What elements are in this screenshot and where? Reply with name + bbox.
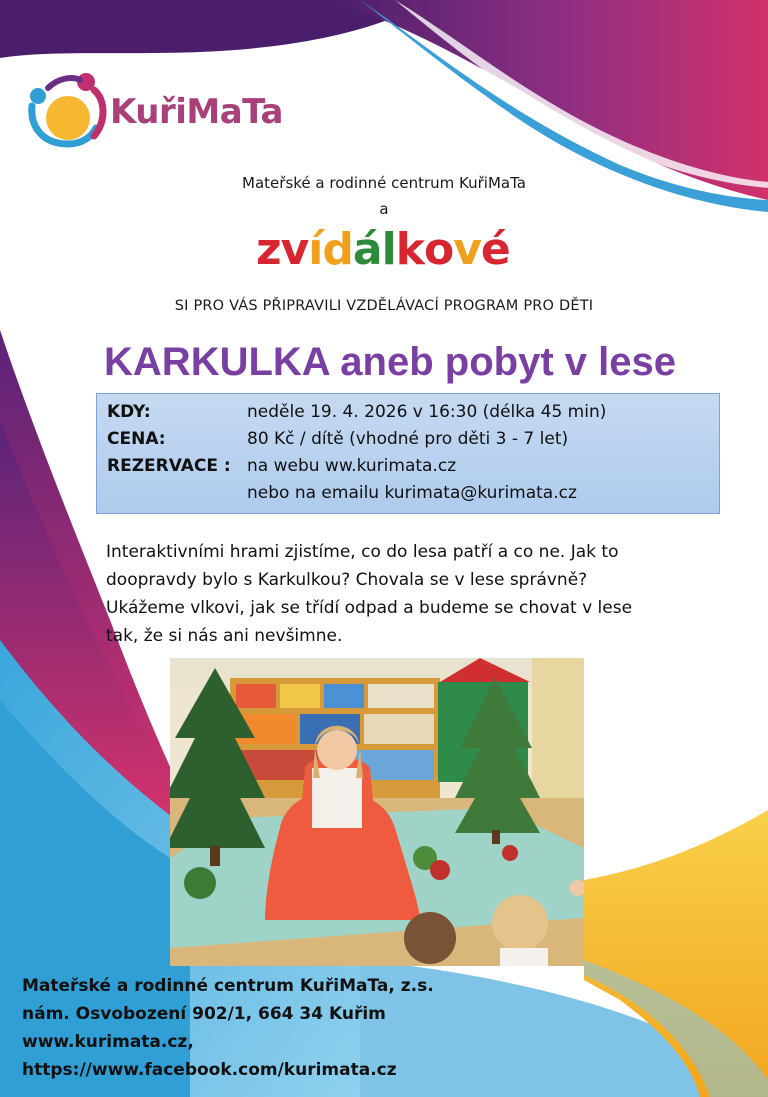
footer-line: nám. Osvobození 902/1, 664 34 Kuřim	[22, 1004, 386, 1024]
info-label: REZERVACE :	[107, 456, 231, 476]
event-description	[106, 538, 706, 650]
info-label: CENA:	[107, 429, 166, 449]
info-label: KDY:	[107, 402, 151, 422]
info-value: na webu ww.kurimata.cz	[247, 456, 457, 476]
footer-link[interactable]: https://www.facebook.com/kurimata.cz	[22, 1060, 397, 1080]
zvidalkove-logo: zvídálkové	[256, 224, 510, 275]
event-title: KARKULKA aneb pobyt v lese	[104, 340, 676, 384]
description-line: Interaktivními hrami zjistíme, co do lesa patří a co ne. Jak to	[106, 542, 619, 562]
footer-line: Mateřské a rodinné centrum KuřiMaTa, z.s.	[22, 976, 434, 996]
intro-line: Mateřské a rodinné centrum KuřiMaTa	[242, 174, 526, 192]
footer-link[interactable]: www.kurimata.cz,	[22, 1032, 194, 1052]
event-photo	[170, 658, 584, 966]
description-line: tak, že si nás ani nevšimne.	[106, 626, 343, 646]
description-line: Ukážeme vlkovi, jak se třídí odpad a budeme se chovat v lese	[106, 598, 633, 618]
organizer-contact	[22, 972, 434, 1084]
info-value: nebo na emailu kurimata@kurimata.cz	[247, 483, 577, 503]
logo-name: KuřiMaTa	[110, 92, 283, 132]
description-line: doopravdy bylo s Karkulkou? Chovala se v lese správně?	[106, 570, 588, 590]
subtitle: SI PRO VÁS PŘIPRAVILI VZDĚLÁVACÍ PROGRAM PRO DĚTI	[174, 298, 594, 314]
info-value: 80 Kč / dítě (vhodné pro děti 3 - 7 let)	[247, 429, 569, 449]
info-value: neděle 19. 4. 2026 v 16:30 (délka 45 min)	[247, 402, 607, 422]
event-info-box	[96, 393, 720, 514]
conjunction: a	[379, 200, 389, 218]
